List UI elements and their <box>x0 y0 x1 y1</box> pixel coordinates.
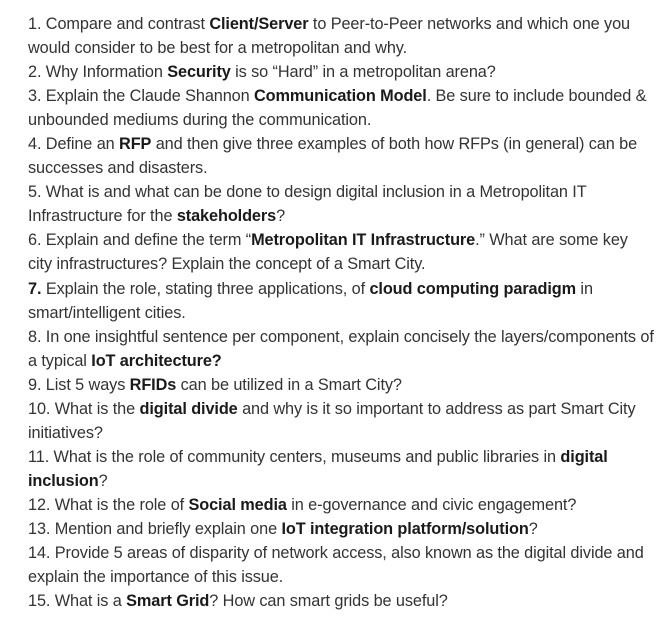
question-item <box>28 228 656 276</box>
question-text: 15. What is a <box>28 592 127 611</box>
question-text: in smart/intelligent cities. <box>28 279 598 322</box>
question-item <box>28 517 656 541</box>
question-text: and then give three examples of both how RFPs (in general) can be successes and disasters. <box>28 135 642 178</box>
question-item <box>28 132 656 180</box>
question-text: 12. What is the role of <box>28 495 189 514</box>
question-text: 4. Define an <box>28 135 120 154</box>
question-text: is so “Hard” in a metropolitan arena? <box>230 63 496 82</box>
question-text: ? <box>276 207 286 226</box>
question-item <box>28 12 656 60</box>
question-item <box>28 277 656 325</box>
question-item <box>28 84 656 132</box>
question-keyword: cloud computing paradigm <box>369 279 576 298</box>
question-keyword: Smart Grid <box>126 592 210 611</box>
question-text: 9. List 5 ways <box>28 375 130 394</box>
question-text: in e-governance and civic engagement? <box>286 495 577 514</box>
question-keyword: digital inclusion <box>28 447 613 490</box>
question-item <box>28 541 656 589</box>
question-text: 3. Explain the Claude Shannon <box>28 87 255 106</box>
question-item <box>28 493 656 517</box>
question-text: 8. In one insightful sentence per component, explain concisely the layers/components of a typical <box>28 327 659 370</box>
question-keyword: RFIDs <box>129 375 177 394</box>
question-text: 14. Provide 5 areas of disparity of network access, also known as the digital divide and explain the importance of this issue. <box>28 544 649 587</box>
question-text: Explain the role, stating three applications, of <box>41 279 370 298</box>
question-list <box>28 12 659 613</box>
question-keyword: Security <box>167 63 231 82</box>
question-item <box>28 60 656 84</box>
question-text: and why is it so important to address as part Smart City initiatives? <box>28 399 640 442</box>
question-text: 13. Mention and briefly explain one <box>28 519 282 538</box>
question-text: to Peer-to-Peer networks and which one you would consider to be best for a metropolitan and why. <box>28 15 635 58</box>
question-text: 1. Compare and contrast <box>28 15 210 33</box>
question-keyword: IoT integration platform/solution <box>281 519 529 538</box>
question-keyword: IoT architecture? <box>91 351 222 370</box>
question-keyword: stakeholders <box>176 207 277 226</box>
question-item <box>28 589 656 613</box>
question-text: ? <box>98 471 108 490</box>
question-keyword: Metropolitan IT Infrastructure <box>251 231 476 250</box>
question-keyword: Social media <box>188 495 287 514</box>
question-number: 7. <box>28 279 42 298</box>
question-text: 6. Explain and define the term “ <box>28 231 252 250</box>
question-item <box>28 445 656 493</box>
question-item <box>28 180 656 228</box>
question-keyword: RFP <box>119 135 152 154</box>
question-text: ? <box>528 519 538 538</box>
question-text: 10. What is the <box>28 399 140 418</box>
question-text: 11. What is the role of community centers, museums and public libraries in <box>28 447 561 466</box>
question-item <box>28 397 656 445</box>
question-keyword: Communication Model <box>254 87 427 106</box>
question-text: 5. What is and what can be done to design digital inclusion in a Metropolitan IT Infrastructure for the <box>28 183 591 226</box>
question-text: 2. Why Information <box>28 63 168 82</box>
question-text: ? How can smart grids be useful? <box>209 592 448 611</box>
question-text: can be utilized in a Smart City? <box>176 375 402 394</box>
question-item <box>28 325 659 373</box>
question-keyword: digital divide <box>139 399 238 418</box>
question-item <box>28 373 656 397</box>
question-text: . Be sure to include bounded & unbounded mediums during the communication. <box>28 87 651 130</box>
question-text: .” What are some key city infrastructures? Explain the concept of a Smart City. <box>28 231 633 274</box>
question-keyword: Client/Server <box>209 15 309 33</box>
